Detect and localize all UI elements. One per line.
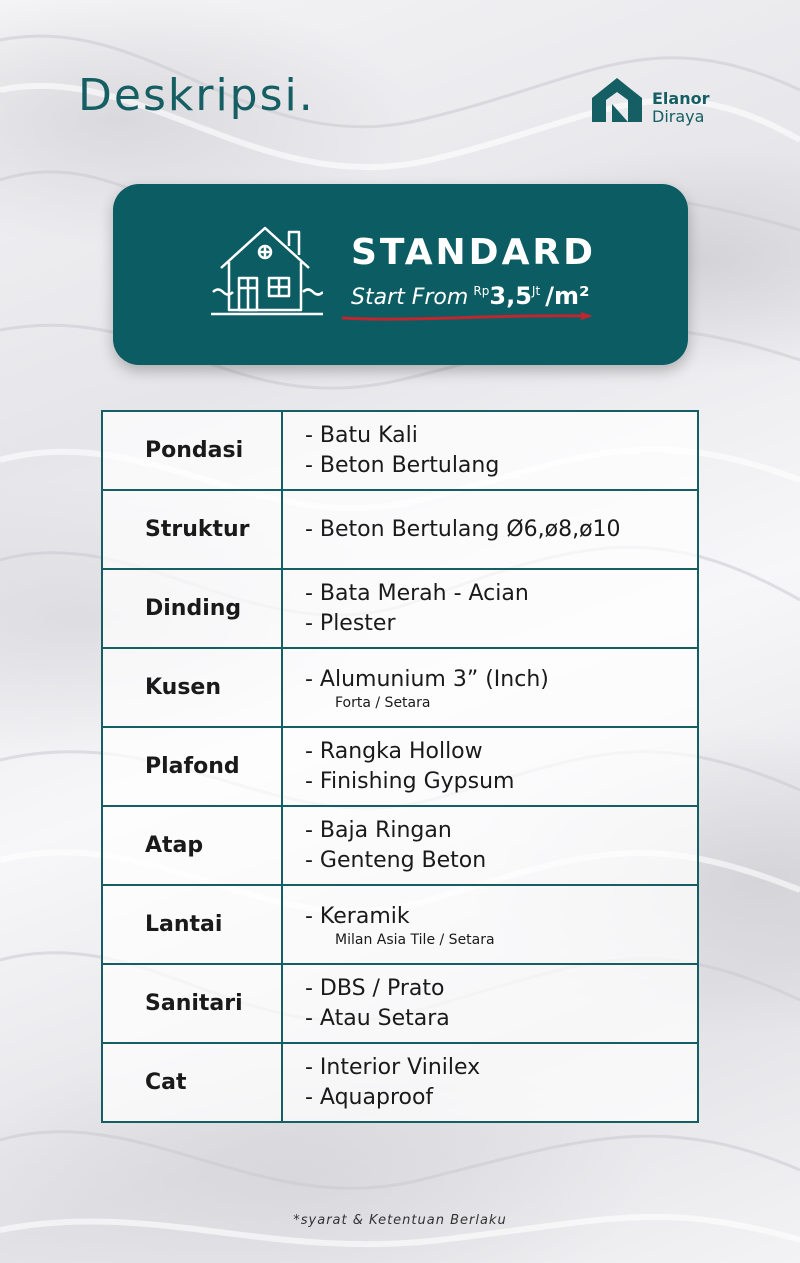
brand-name-line1: Elanor [652, 89, 710, 108]
spec-item-note: Milan Asia Tile / Setara [335, 931, 495, 948]
spec-row-plafond [102, 727, 698, 806]
spec-label: Struktur [102, 490, 282, 569]
page-title: Deskripsi. [78, 70, 315, 121]
price-label [351, 282, 590, 310]
spec-table-body [102, 411, 698, 1122]
spec-item-line: - Batu Kali [305, 422, 418, 448]
spec-row-sanitari [102, 964, 698, 1043]
spec-label: Dinding [102, 569, 282, 648]
spec-items [282, 648, 698, 727]
spec-items [282, 806, 698, 885]
house-logo-icon [590, 76, 644, 124]
spec-label: Sanitari [102, 964, 282, 1043]
spec-items [282, 569, 698, 648]
spec-item-line: - Finishing Gypsum [305, 768, 515, 794]
red-underline-arrow [341, 310, 597, 324]
spec-items [282, 1043, 698, 1122]
spec-item-line: - Bata Merah - Acian [305, 580, 529, 606]
spec-label: Cat [102, 1043, 282, 1122]
spec-item-line: - Genteng Beton [305, 847, 487, 873]
spec-row-kusen [102, 648, 698, 727]
spec-items [282, 490, 698, 569]
spec-item-line: - Aquaproof [305, 1084, 434, 1110]
spec-row-atap [102, 806, 698, 885]
start-from-text: Start From [351, 285, 469, 310]
spec-label: Lantai [102, 885, 282, 964]
spec-items [282, 727, 698, 806]
spec-items [282, 885, 698, 964]
spec-item-line: - DBS / Prato [305, 975, 445, 1001]
spec-row-cat [102, 1043, 698, 1122]
spec-item-line: - Keramik [305, 903, 410, 929]
spec-item-line: - Atau Setara [305, 1005, 450, 1031]
spec-table [101, 410, 699, 1123]
terms-footnote: *syarat & Ketentuan Berlaku [293, 1213, 507, 1228]
spec-item-line: - Beton Bertulang Ø6,ø8,ø10 [305, 516, 621, 542]
spec-item-line: - Plester [305, 610, 396, 636]
spec-label: Kusen [102, 648, 282, 727]
package-tier-title: STANDARD [351, 232, 597, 273]
brand-name-line2: Diraya [652, 107, 705, 126]
brand-logo [590, 76, 730, 126]
spec-label: Atap [102, 806, 282, 885]
spec-row-pondasi [102, 411, 698, 490]
spec-item-line: - Baja Ringan [305, 817, 452, 843]
price-amount: 3,5 [489, 282, 532, 310]
spec-items [282, 411, 698, 490]
spec-item-line: - Interior Vinilex [305, 1054, 481, 1080]
spec-items [282, 964, 698, 1043]
spec-label: Plafond [102, 727, 282, 806]
spec-item-line: - Alumunium 3” (Inch) [305, 666, 549, 692]
spec-row-struktur [102, 490, 698, 569]
spec-label: Pondasi [102, 411, 282, 490]
house-icon [211, 222, 323, 318]
spec-item-line: - Rangka Hollow [305, 738, 483, 764]
spec-item-line: - Beton Bertulang [305, 452, 500, 478]
price-unit: /m² [545, 282, 590, 310]
spec-item-note: Forta / Setara [335, 694, 431, 711]
price-banner [113, 184, 688, 365]
currency-label: Rp [473, 284, 490, 298]
spec-row-lantai [102, 885, 698, 964]
spec-row-dinding [102, 569, 698, 648]
amount-suffix: Jt [531, 284, 541, 298]
